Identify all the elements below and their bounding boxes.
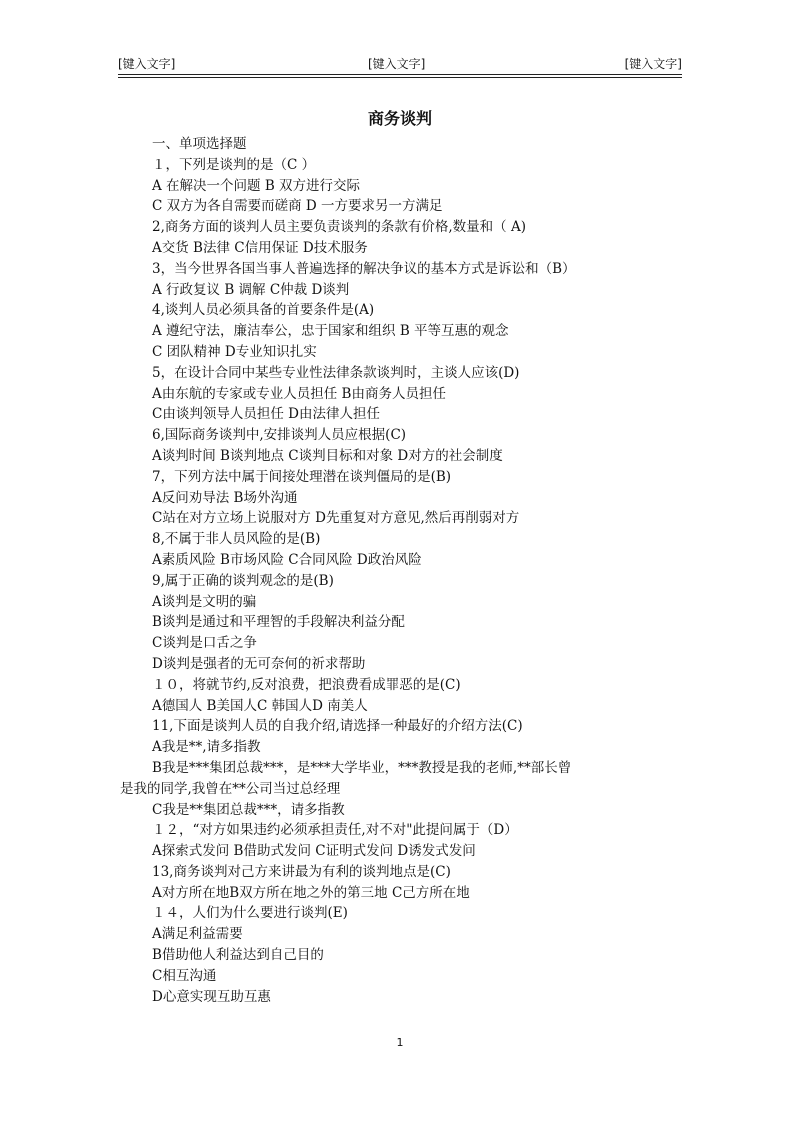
text-line: 5，在设计合同中某些专业性法律条款谈判时，主谈人应该(D) <box>152 364 520 381</box>
text-line: A 行政复议 B 调解 C仲裁 D谈判 <box>152 281 350 298</box>
document-body <box>122 134 682 1007</box>
text-line: 是我的同学,我曾在**公司当过总经理 <box>120 780 341 797</box>
text-line: １２，“对方如果违约必须承担责任,对不对"此提问属于（D） <box>152 822 518 839</box>
text-line: １０，将就节约,反对浪费，把浪费看成罪恶的是(C) <box>152 676 461 693</box>
text-line: A谈判是文明的骗 <box>152 593 257 610</box>
text-line: C 团队精神 D专业知识扎实 <box>152 343 317 360</box>
page-number: 1 <box>396 1036 404 1049</box>
text-line: C谈判是口舌之争 <box>152 635 257 652</box>
text-line: B借助他人利益达到自己目的 <box>152 947 324 964</box>
text-line: C由谈判领导人员担任 D由法律人担任 <box>152 406 380 423</box>
text-line: A 遵纪守法，廉洁奉公，忠于国家和组织 B 平等互惠的观念 <box>152 323 509 340</box>
text-line: A德国人 B美国人C 韩国人D 南美人 <box>152 697 368 714</box>
header-right-placeholder: [键入文字] <box>624 57 682 71</box>
text-line: C我是**集团总裁***，请多指教 <box>152 801 345 818</box>
header-left-placeholder: [键入文字] <box>118 57 176 71</box>
text-line: C 双方为各自需要而磋商 D 一方要求另一方满足 <box>152 198 443 215</box>
header-rule-bottom <box>118 77 682 78</box>
text-line: 8,不属于非人员风险的是(B) <box>152 531 321 548</box>
text-line: 3，当今世界各国当事人普遍选择的解决争议的基本方式是诉讼和（B） <box>152 260 576 277</box>
text-line: A探索式发问 B借助式发问 C证明式发问 D诱发式发问 <box>152 843 476 860</box>
text-line: 13,商务谈判对己方来讲最为有利的谈判地点是(C) <box>152 863 451 880</box>
header-rule-top <box>118 74 682 75</box>
text-line: 11,下面是谈判人员的自我介绍,请选择一种最好的介绍方法(C) <box>152 718 523 735</box>
text-line: A交货 B法律 C信用保证 D技术服务 <box>152 239 368 256</box>
text-line: １，下列是谈判的是（C ） <box>152 156 316 173</box>
text-line: 7，下列方法中属于间接处理潜在谈判僵局的是(B) <box>152 468 452 485</box>
text-line: A由东航的专家或专业人员担任 B由商务人员担任 <box>152 385 446 402</box>
text-line: C站在对方立场上说服对方 D先重复对方意见,然后再削弱对方 <box>152 510 520 527</box>
text-line: 9,属于正确的谈判观念的是(B) <box>152 572 334 589</box>
text-line: A 在解决一个问题 B 双方进行交际 <box>152 177 361 194</box>
page-header <box>118 56 682 76</box>
document-title: 商务谈判 <box>367 109 432 128</box>
text-line: 2,商务方面的谈判人员主要负责谈判的条款有价格,数量和（ A) <box>152 219 526 236</box>
text-line: A谈判时间 B谈判地点 C谈判目标和对象 D对方的社会制度 <box>152 447 503 464</box>
text-line: D心意实现互助互惠 <box>152 988 271 1005</box>
text-line: A满足利益需要 <box>152 926 243 943</box>
text-line: D谈判是强者的无可奈何的祈求帮助 <box>152 655 366 672</box>
header-center-placeholder: [键入文字] <box>368 57 426 71</box>
text-line: C相互沟通 <box>152 967 217 984</box>
text-line: B谈判是通过和平理智的手段解决利益分配 <box>152 614 405 631</box>
text-line: A素质风险 B市场风险 C合同风险 D政治风险 <box>152 551 422 568</box>
text-line: 一、单项选择题 <box>152 136 247 152</box>
text-line: A反问劝导法 B场外沟通 <box>152 489 298 506</box>
text-line: A我是**,请多指教 <box>152 739 261 756</box>
text-line: 6,国际商务谈判中,安排谈判人员应根据(C) <box>152 427 407 444</box>
text-line: A对方所在地B双方所在地之外的第三地 C己方所在地 <box>152 884 470 901</box>
text-line: １４，人们为什么要进行谈判(E) <box>152 905 348 922</box>
text-line: 4,谈判人员必须具备的首要条件是(A) <box>152 302 375 319</box>
text-line: B我是***集团总裁***，是***大学毕业，***教授是我的老师,**部长曾 <box>152 759 572 776</box>
